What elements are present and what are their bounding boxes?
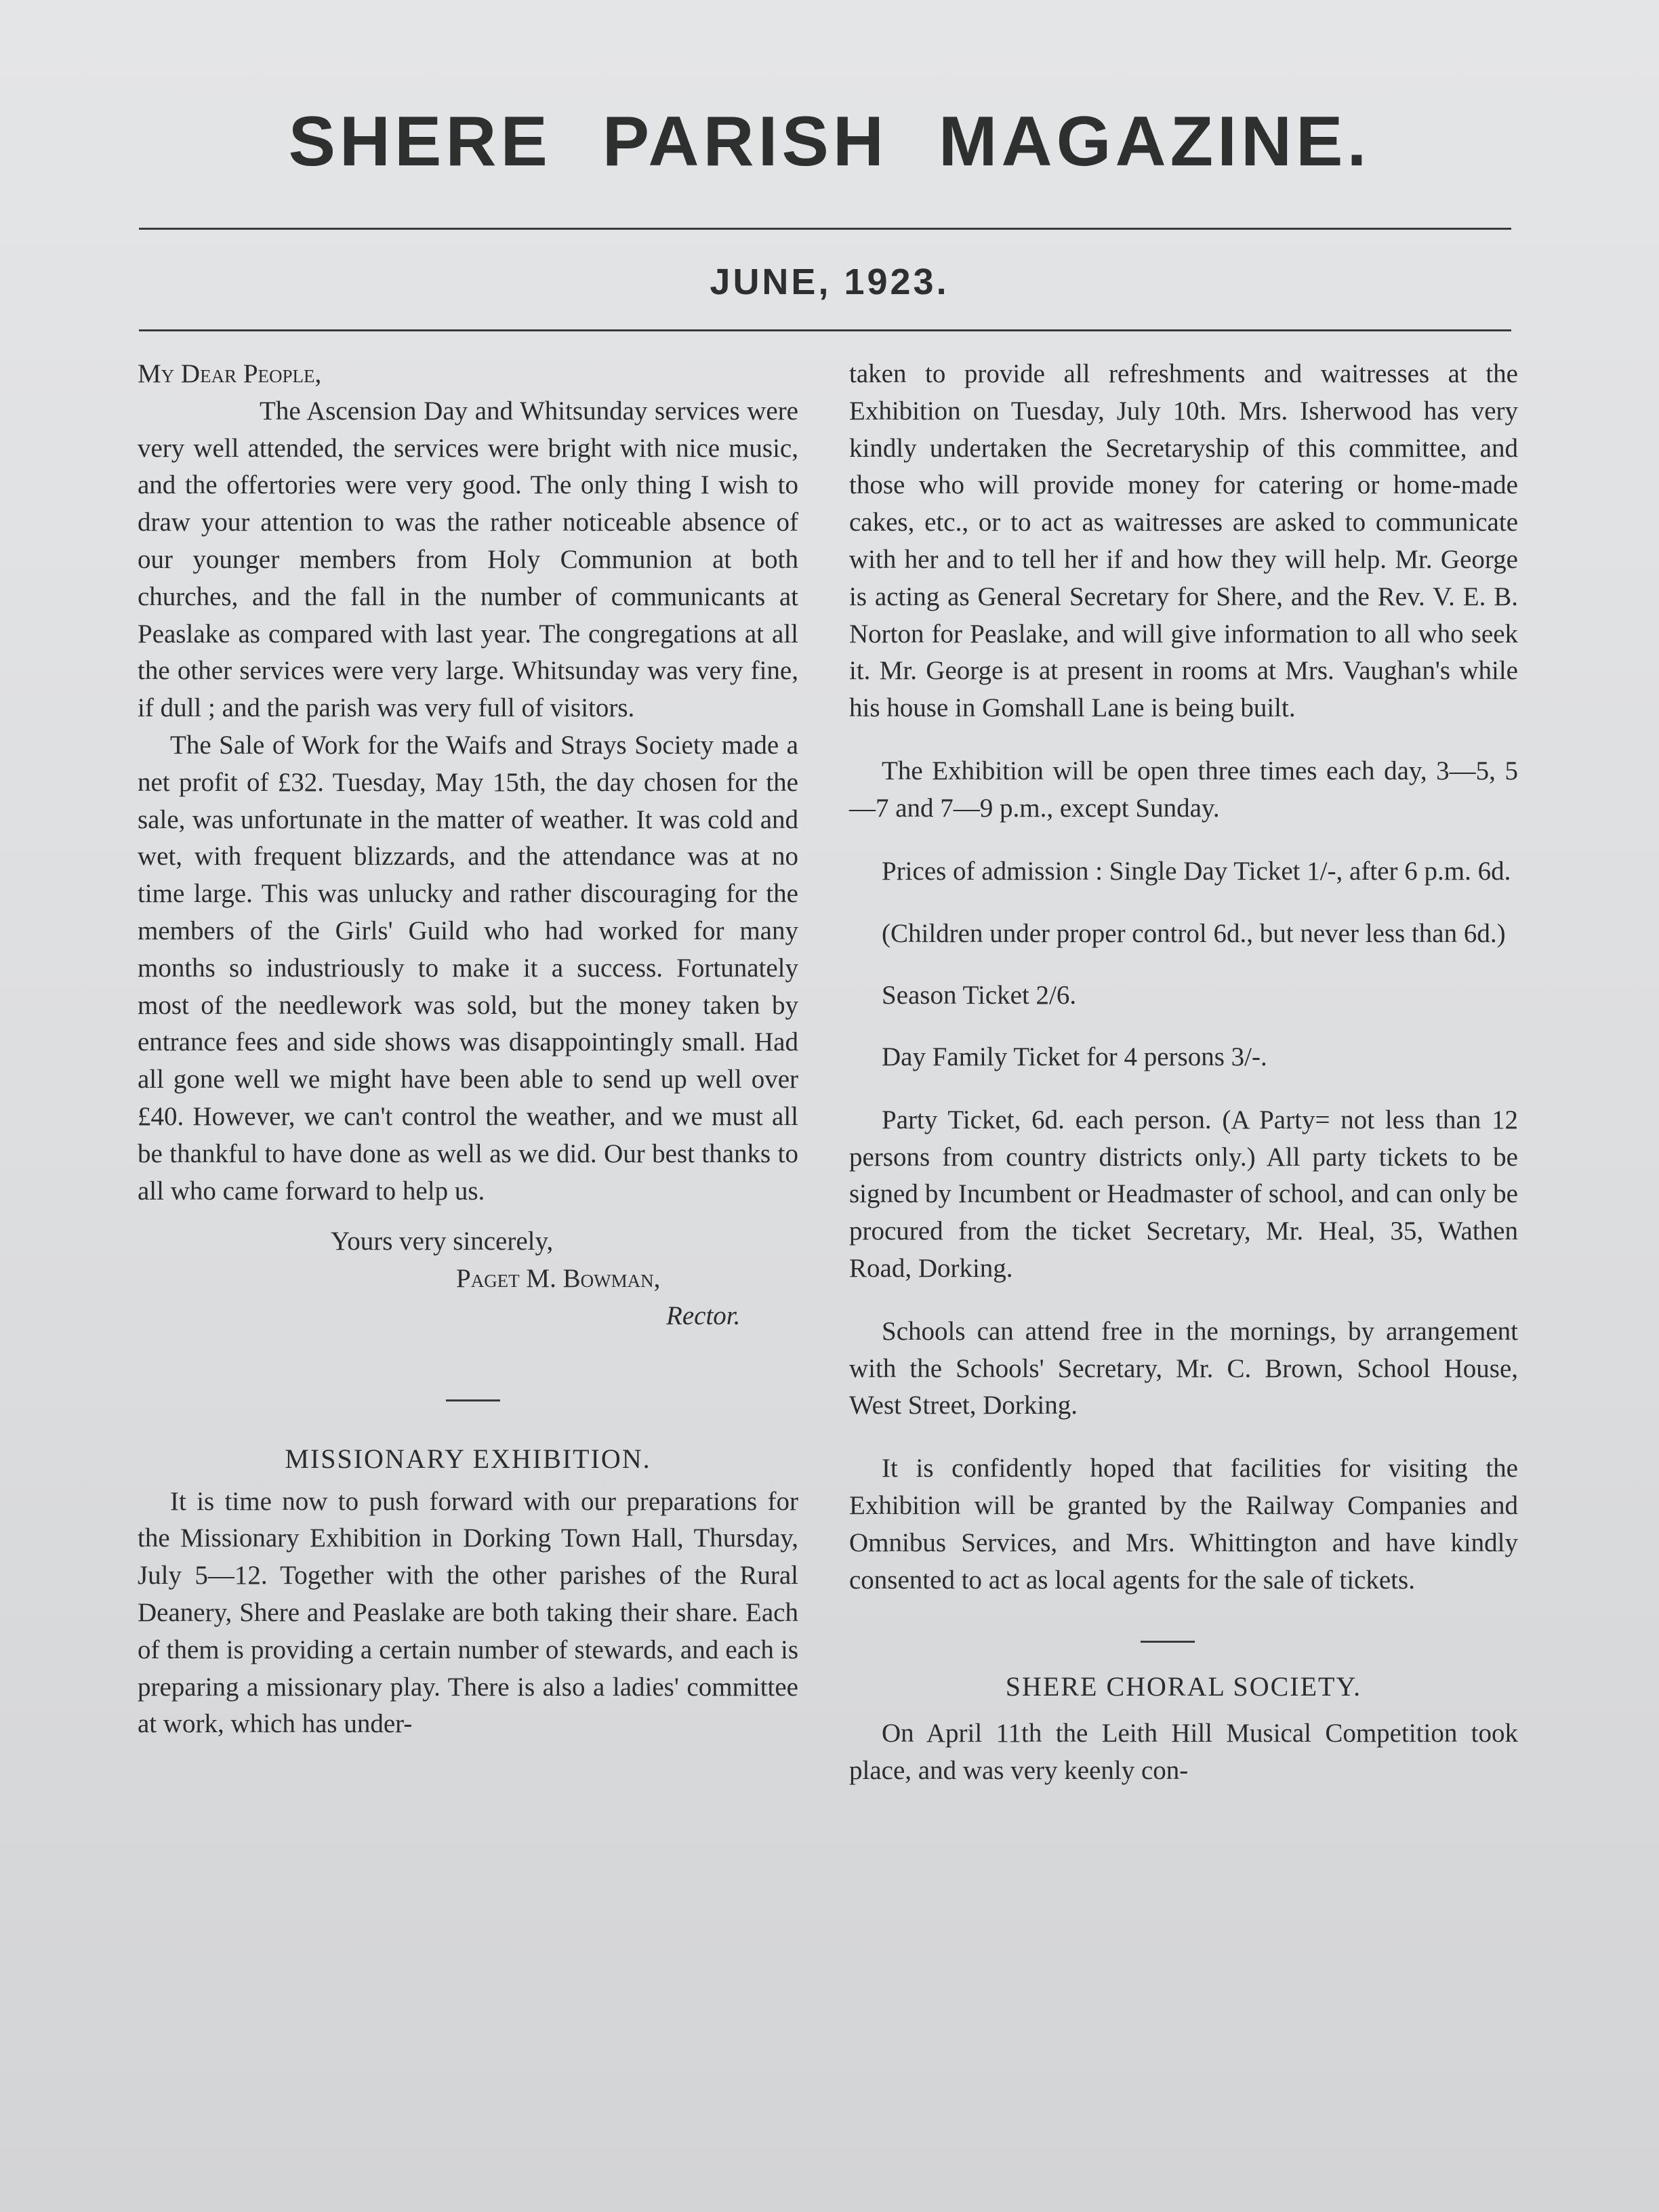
article-paragraph: Party Ticket, 6d. each person. (A Party= not less than 12 persons from country districts only.) All party tickets to be signed by Incumbent or Headmaster of school, and can only be procured from the ticket Secretary, Mr. Heal, 35, Wathen Road, Dorking. — [849, 1105, 1518, 1283]
article-paragraph: taken to provide all refreshments and waitresses at the Exhibition on Tuesday, July 10th. Mrs. Isherwood has very kindly undertaken the Secretaryship of this committee, and those who will provide money for catering or home-made cakes, etc., or to act as waitresses are asked to communicate with her and to tell her if and how they will help. Mr. George is acting as General Secretary for Shere, and the Rev. V. E. B. Norton for Peaslake, and will give information to all who seek it. Mr. George is at present in rooms at Mrs. Vaughan's while his house in Gomshall Lane is being built. — [849, 359, 1518, 723]
article-paragraph: It is confidently hoped that facilities for visiting the Exhibition will be granted by the Railway Companies and Omnibus Services, and Mrs. Whittington and have kindly consented to act as local agents for the sale of tickets. — [849, 1454, 1518, 1595]
section-heading: MISSIONARY EXHIBITION. — [285, 1443, 651, 1474]
article-paragraph: Season Ticket 2/6. — [882, 981, 1077, 1010]
article-paragraph: On April 11th the Leith Hill Musical Competition took place, and was very keenly con- — [849, 1719, 1518, 1785]
article-paragraph: (Children under proper control 6d., but never less than 6d.) — [882, 919, 1506, 949]
article-paragraph: Day Family Ticket for 4 persons 3/-. — [882, 1042, 1267, 1071]
section-divider — [446, 1399, 500, 1401]
section-heading: SHERE CHORAL SOCIETY. — [1005, 1671, 1362, 1702]
left-column — [138, 356, 798, 1743]
letter-salutation: My Dear People, — [138, 359, 322, 388]
section-divider — [1141, 1641, 1195, 1643]
masthead-rule-top — [139, 228, 1511, 230]
article-paragraph: It is time now to push forward with our preparations for the Missionary Exhibition in Dorking Town Hall, Thursday, July 5—12. Together with the other parishes of the Rural Deanery, Shere and Peaslake are both taking their share. Each of them is providing a certain number of stewards, and each is preparing a missionary play. There is also a ladies' committee at work, which has under- — [138, 1486, 798, 1739]
masthead-rule-bottom — [139, 329, 1511, 331]
right-column — [849, 356, 1518, 1790]
article-paragraph: Prices of admission : Single Day Ticket 1/-, after 6 p.m. 6d. — [882, 856, 1511, 886]
letter-closing: Yours very sincerely, — [331, 1227, 554, 1256]
article-paragraph: Schools can attend free in the mornings, by arrangement with the Schools' Secretary, Mr. C. Brown, School House, West Street, Dorking. — [849, 1316, 1518, 1420]
letter-paragraph: The Ascension Day and Whitsunday services were very well attended, the services were bright with nice music, and the offertories were very good. The only thing I wish to draw your attention to was the rather noticeable absence of our younger members from Holy Communion at both churches, and the fall in the number of communicants at Peaslake as compared with last year. The congregations at all the other services were very large. Whitsunday was very fine, if dull ; and the parish was very full of visitors. — [138, 396, 798, 723]
letter-paragraph: The Sale of Work for the Waifs and Strays Society made a net profit of £32. Tuesday, May 15th, the day chosen for the sale, was unfortunate in the matter of weather. It was cold and wet, with frequent blizzards, and the attendance was at no time large. This was unlucky and rather discouraging for the members of the Girls' Guild who had worked for many months so industriously to make it a success. Fortunately most of the needlework was sold, but the money taken by entrance fees and side shows was disappointingly small. Had all gone well we might have been able to send up well over £40. However, we can't control the weather, and we must all be thankful to have done as well as we did. Our best thanks to all who came forward to help us. — [138, 730, 798, 1206]
letter-signature: Paget M. Bowman, — [456, 1264, 661, 1294]
masthead-title: SHERE PARISH MAGAZINE. — [288, 102, 1371, 181]
letter-signature-title: Rector. — [666, 1300, 741, 1330]
article-paragraph: The Exhibition will be open three times each day, 3—5, 5—7 and 7—9 p.m., except Sunday. — [849, 756, 1518, 823]
issue-date: JUNE, 1923. — [710, 262, 949, 302]
